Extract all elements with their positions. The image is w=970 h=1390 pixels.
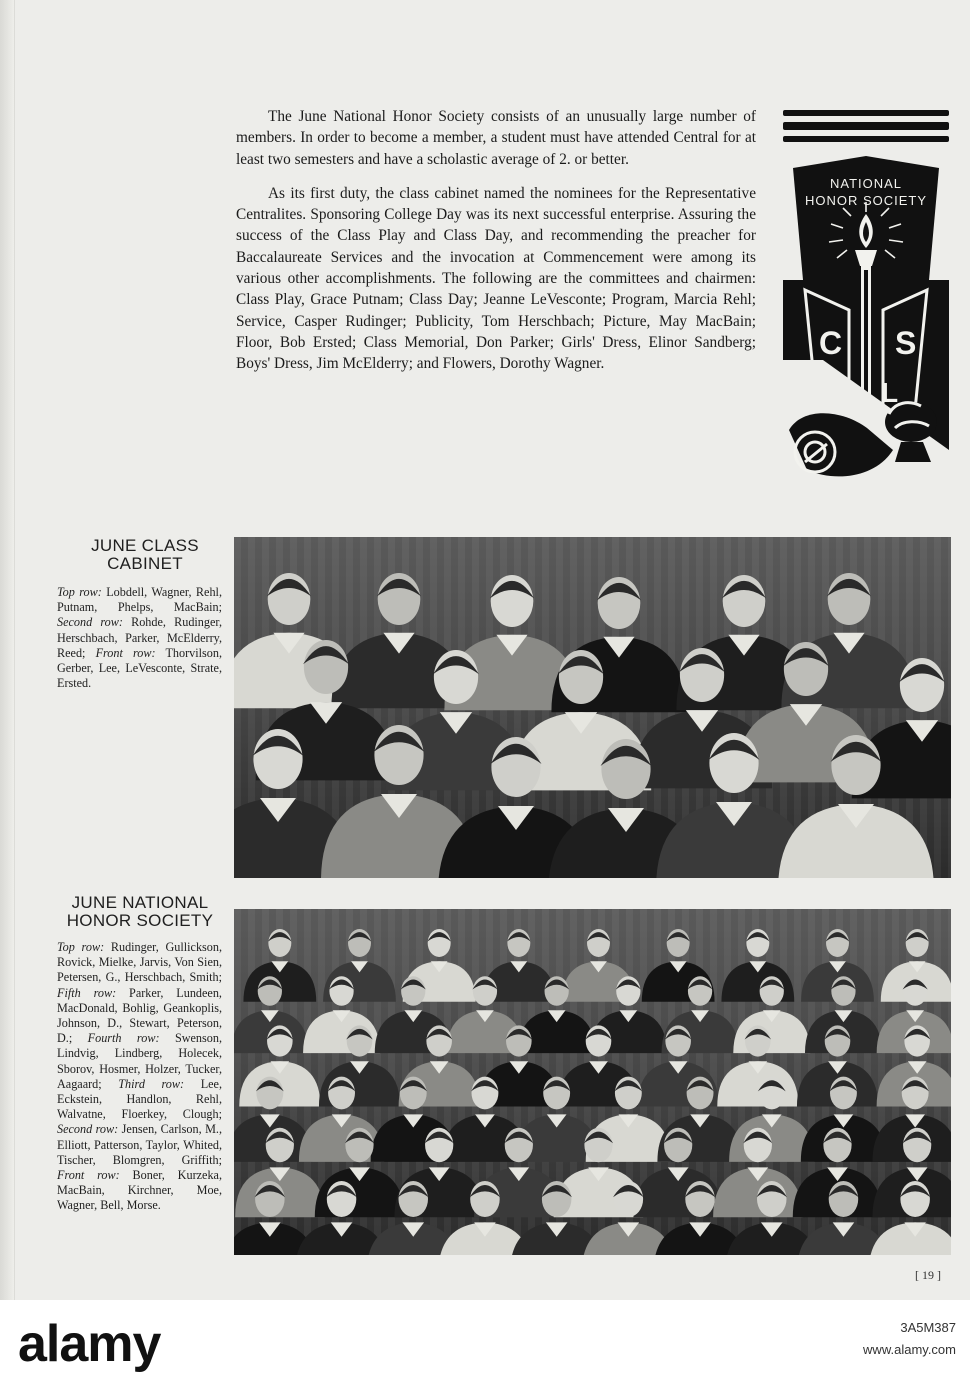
- honor-row-label: Fifth row:: [57, 985, 117, 1000]
- watermark-url: www.alamy.com: [863, 1342, 956, 1357]
- cabinet-caption: [57, 585, 222, 691]
- cabinet-row-names: Rohde, Rudinger, Herschbach, Parker, McElderry, Reed;: [57, 615, 223, 660]
- watermark-logo: alamy: [18, 1315, 161, 1373]
- cabinet-row-label: Front row:: [95, 645, 156, 660]
- paragraph-class-cabinet: As its first duty, the class cabinet named the nominees for the Representative Centralites. Sponsoring College Day was its next successful enterprise. Assuring the success of the Class Play and Class Day, and recommending the preacher for Baccalaureate Services and the invocation at Commencement were among its various other accomplishments. The following are the committees and chairmen: Class Play, Grace Putnam; Class Day; Jeanne LeVesconte; Program, Marcia Rehl; Service, Casper Rudinger; Publicity, Tom Herschbach; Picture, May MacBain; Floor, Bob Ersted; Class Memorial, Don Parker; Girls' Dress, Elinor Sandberg; Boys' Dress, Jim McElderry; and Flowers, Dorothy Wagner.: [236, 184, 756, 373]
- emblem-artwork: [783, 110, 949, 496]
- honor-society-heading-line1: JUNE NATIONAL: [71, 893, 209, 912]
- svg-text:S: S: [895, 325, 917, 361]
- honor-row-names: Boner, Kurzeka, MacBain, Kirchner, Moe, Wagner, Bell, Morse.: [57, 1168, 222, 1213]
- honor-row-label: Front row:: [57, 1168, 120, 1183]
- paragraph-honor-society: The June National Honor Society consists of an unusually large number of members. In order to become a member, a student must have attended Central for at least two semesters and have a scholastic average of 2. or better.: [236, 108, 756, 168]
- emblem-label-national: NATIONAL: [829, 176, 903, 191]
- svg-text:C: C: [819, 325, 843, 361]
- watermark-footer: [0, 1300, 970, 1390]
- cabinet-row-label: Second row:: [57, 615, 123, 630]
- honor-row-names: Swenson, Lindvig, Lindberg, Holecek, Sborov, Hosmer, Holzer, Tucker, Aagaard;: [57, 1031, 222, 1091]
- cabinet-heading-line2: CABINET: [107, 554, 183, 573]
- binding-edge: [0, 0, 15, 1300]
- watermark-image-id: 3A5M387: [900, 1320, 956, 1335]
- honor-row-names: Rudinger, Gullickson, Rovick, Mielke, Jarvis, Von Sien, Petersen, G., Herschbach, Smith;: [57, 940, 223, 985]
- honor-row-label: Fourth row:: [87, 1031, 160, 1046]
- emblem-label-honor-society: HONOR SOCIETY: [804, 193, 928, 208]
- honor-row-names: Lee, Eckstein, Handlon, Rehl, Walvatne, Floerkey, Clough;: [57, 1076, 223, 1122]
- honor-society-heading-line2: HONOR SOCIETY: [66, 911, 214, 930]
- honor-row-label: Top row:: [57, 940, 105, 954]
- honor-row-names: Parker, Lundeen, MacDonald, Bohlig, Geankoplis, Johnson, D., Stewart, Peterson, D.;: [57, 985, 222, 1046]
- honor-society-group-photo: [234, 909, 951, 1255]
- cabinet-row-names: Lobdell, Wagner, Rehl, Putnam, Phelps, MacBain;: [57, 585, 222, 615]
- cabinet-row-names: Thorvilson, Gerber, Lee, LeVesconte, Strate, Ersted.: [57, 645, 223, 691]
- body-text: [236, 106, 756, 388]
- cabinet-group-photo: [234, 537, 951, 878]
- honor-society-photo-figures: [234, 909, 951, 1255]
- cabinet-photo-figures: [234, 537, 951, 878]
- svg-text:L: L: [881, 377, 899, 408]
- cabinet-heading-line1: JUNE CLASS: [91, 536, 199, 555]
- honor-society-emblem: [783, 110, 949, 496]
- honor-society-caption: [57, 940, 222, 1214]
- cabinet-row-label: Top row:: [57, 585, 102, 599]
- honor-society-heading: [50, 894, 230, 930]
- honor-row-label: Second row:: [57, 1122, 119, 1137]
- honor-row-names: Jensen, Carlson, M., Elliott, Patterson, Taylor, Whited, Tischer, Blomgren, Griffith;: [57, 1122, 222, 1167]
- honor-row-label: Third row:: [118, 1076, 185, 1091]
- page-number: [ 19 ]: [915, 1268, 941, 1282]
- cabinet-heading: [60, 537, 230, 573]
